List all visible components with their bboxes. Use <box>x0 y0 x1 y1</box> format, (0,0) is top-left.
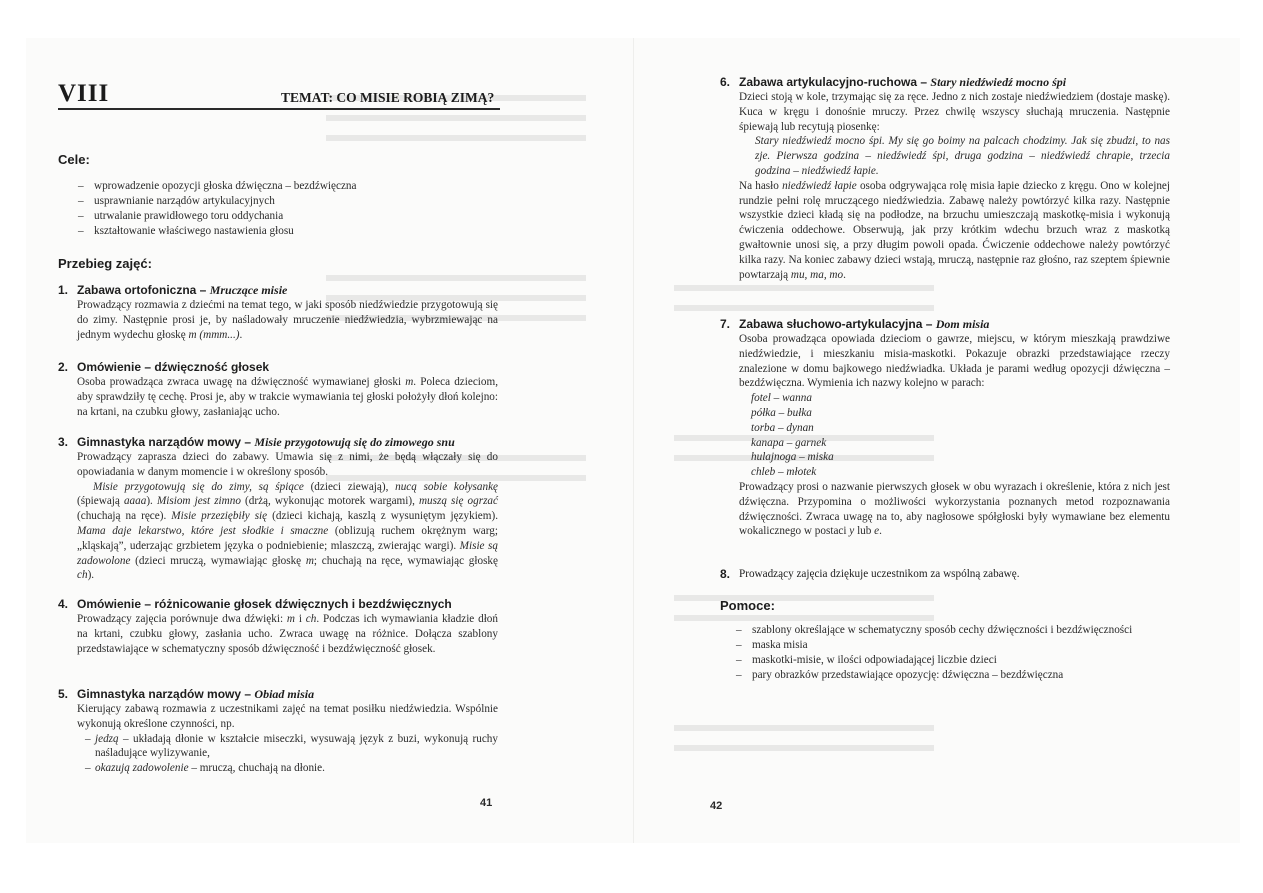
exercise-title: Omówienie – różnicowanie głosek dźwięcznych i bezdźwięcznych <box>77 597 452 611</box>
chapter-number: VIII <box>58 80 110 107</box>
goals-list <box>76 179 516 239</box>
exercise-text: Prowadzący zajęcia dziękuje uczestnikom za wspólną zabawę. <box>739 568 1020 580</box>
goal-item: – usprawnianie narządów artykulacyjnych <box>76 194 516 209</box>
exercise-1 <box>58 282 498 342</box>
lesson-topic: TEMAT: CO MISIE ROBIĄ ZIMĄ? <box>281 90 495 105</box>
exercise-number: 5. <box>58 687 69 701</box>
exercise-text: Prowadzący rozmawia z dziećmi na temat tego, w jaki sposób niedźwiedzie przygotowują się do zimy. Następnie prosi je, by naśladowały mruczenie niedźwiedzia, wybrzmiewając na jednym wydechu głoskę m (mmm...). <box>77 299 498 341</box>
word-pair: kanapa – garnek <box>751 436 827 449</box>
word-pair: chleb – młotek <box>751 466 817 479</box>
aid-item: – pary obrazków przedstawiające opozycję: dźwięczna – bezdźwięczna <box>734 668 1170 683</box>
aids-list <box>734 623 1170 683</box>
exercise-6 <box>720 74 1170 282</box>
page-number: 42 <box>710 800 723 812</box>
goal-item: – utrwalanie prawidłowego toru oddychania <box>76 209 516 224</box>
course-heading: Przebieg zajęć: <box>58 256 152 271</box>
exercise-title: Omówienie – dźwięczność głosek <box>77 360 270 374</box>
song-verse: Stary niedźwiedź mocno śpi. My się go boimy na palcach chodzimy. Jak się zbudzi, to nas zje. Pierwsza godzina – niedźwiedź śpi, druga godzina – niedźwiedź chrapie, trzecia godzina – niedźwiedź łapie. <box>755 135 1170 177</box>
exercise-title: Gimnastyka narządów mowy – Obiad misia <box>77 687 315 701</box>
word-pair: hulajnoga – miska <box>751 451 834 464</box>
exercise-number: 3. <box>58 435 69 449</box>
exercise-title: Zabawa artykulacyjno-ruchowa – Stary niedźwiedź mocno śpi <box>739 75 1067 89</box>
exercise-text: Prowadzący zajęcia porównuje dwa dźwięki: m i ch. Podczas ich wymawiania kładzie dłoń na krtani, czubku głowy, zasłania ucho. Zwraca uwagę na różnice. Dołącza szablony przedstawiające w schematyczny sposób dźwięczność i bezdźwięczność głosek. <box>77 613 498 655</box>
exercise-title: Zabawa słuchowo-artykulacyjna – Dom misia <box>739 317 990 331</box>
exercise-2 <box>58 359 498 419</box>
exercise-3 <box>58 434 498 583</box>
action-item: – okazują zadowolenie – mruczą, chuchają na dłonie. <box>85 761 498 776</box>
goal-item: – kształtowanie właściwego nastawienia głosu <box>76 224 516 239</box>
exercise-text: Dzieci stoją w kole, trzymając się za ręce. Jedno z nich zostaje niedźwiedziem (dostaje maskę). Kuca w kręgu i donośnie mruczy. Przez chwilę wszyscy słuchają mruczenia. Następnie śpiewają lub recytują piosenkę: Stary niedźwiedź mocno śpi. My się go boimy na palcach chodzimy. Jak się zbudzi, to nas zje. Pierwsza godzina – niedźwiedź śpi, druga godzina – niedźwiedź chrapie, trzecia godzina – niedźwiedź łapie. Na hasło niedźwiedź łapie osoba odgrywająca rolę misia łapie dziecko z kręgu. Ono w kolejnej rundzie pełni rolę mruczącego niedźwiedzia. Zabawę należy powtórzyć kilka razy. Następnie wszystkie dzieci kładą się na podłodze, na brzuchu umieszczają maskotkę-misia i wykonują ćwiczenia oddechowe. Obserwują, jak przy krótkim wdechu brzuch wraz z maskotką gwałtownie unosi się, a przy długim powoli opada. Ćwiczenie oddechowe należy powtórzyć kilka razy. Na koniec zabawy dzieci wstają, mruczą, następnie raz głośno, raz szeptem śpiewnie powtarzają mu, ma, mo. <box>739 91 1170 281</box>
word-pair: torba – dynan <box>751 421 814 434</box>
exercise-text: Osoba prowadząca zwraca uwagę na dźwięczność wymawianej głoski m. Poleca dzieciom, aby sprawdziły tę cechę. Prosi je, aby w trakcie wymawiania tej głoski położyły dłoń kolejno: na krtani, na czubku głowy, zasłaniając ucho. <box>77 376 498 418</box>
aid-item: – maskotki-misie, w ilości odpowiadającej liczbie dzieci <box>734 653 1170 668</box>
exercise-text: Kierujący zabawą rozmawia z uczestnikami zajęć na temat posiłku niedźwiedzia. Wspólnie wykonują określone czynności, np. – jedzą – układają dłonie w kształcie miseczki, wysuwają język z buzi, wykonują ruchy naśladujące wylizywanie, – okazują zadowolenie – mruczą, chuchają na dłonie. <box>77 702 498 776</box>
word-pair: półka – bułka <box>751 406 812 419</box>
word-pair: fotel – wanna <box>751 392 812 405</box>
exercise-title: Zabawa ortofoniczna – Mruczące misie <box>77 283 288 297</box>
page-41 <box>26 38 633 843</box>
page-number: 41 <box>480 797 493 809</box>
exercise-number: 8. <box>720 567 731 581</box>
page-42 <box>633 38 1240 843</box>
action-item: – jedzą – układają dłonie w kształcie miseczki, wysuwają język z buzi, wykonują ruchy naśladujące wylizywanie, <box>85 732 498 762</box>
aid-item: – szablony określające w schematyczny sposób cechy dźwięczności i bezdźwięczności <box>734 623 1170 638</box>
book-spread <box>26 38 1240 843</box>
word-pairs <box>739 391 1170 480</box>
exercise-text: Osoba prowadząca opowiada dzieciom o gawrze, miejscu, w którym mieszkają prawdziwe niedźwiedzie, i mieszkaniu misia-maskotki. Pokazuje obrazki przedstawiające rzeczy znalezione w domu bajkowego niedźwiadka. Układa je parami według opozycji dźwięczna – bezdźwięczna. Wymienia ich nazwy kolejno w parach: fotel – wanna półka – bułka torba – dynan kanapa – garnek hulajnoga – miska chleb – młotek Prowadzący prosi o nazwanie pierwszych głosek w obu wyrazach i określenie, która z nich jest dźwięczna. Przypomina o możliwości wykorzystania poznanych metod rozpoznawania dźwięczności. Zwraca uwagę na to, aby nagłosowe spółgłoski były wymawiane bez elementu wokalicznego w postaci y lub e. <box>739 333 1170 538</box>
header-rule <box>58 108 500 110</box>
goal-item: – wprowadzenie opozycji głoska dźwięczna – bezdźwięczna <box>76 179 516 194</box>
exercise-number: 4. <box>58 597 69 611</box>
exercise-number: 6. <box>720 75 731 89</box>
exercise-7 <box>720 316 1170 539</box>
exercise-number: 7. <box>720 317 731 331</box>
exercise-5 <box>58 686 498 776</box>
aids-heading: Pomoce: <box>720 598 775 613</box>
exercise-4 <box>58 596 498 656</box>
goals-heading: Cele: <box>58 152 90 167</box>
exercise-title: Gimnastyka narządów mowy – Misie przygotowują się do zimowego snu <box>77 435 455 449</box>
aid-item: – maska misia <box>734 638 1170 653</box>
exercise-number: 2. <box>58 360 69 374</box>
exercise-8 <box>720 566 1170 582</box>
exercise-number: 1. <box>58 283 69 297</box>
exercise-text: Prowadzący zaprasza dzieci do zabawy. Umawia się z nimi, że będą włączały się do opowiadania w danym momencie i w określony sposób. Misie przygotowują się do zimy, są śpiące (dzieci ziewają), nucą sobie kołysankę (śpiewają aaaa). Misiom jest zimno (drżą, wykonując motorek wargami), muszą się ogrzać (chuchają na ręce). Misie przeziębiły się (dzieci kichają, kaszlą z wysuniętym językiem). Mama daje lekarstwo, które jest słodkie i smaczne (oblizują ruchem okrężnym warg; „kląskają”, uderzając grzbietem języka o podniebienie; mlaszczą, zwierając wargi). Misie są zadowolone (dzieci mruczą, wymawiając głoskę m; chuchają na ręce, wymawiając głoskę ch). <box>77 451 498 582</box>
